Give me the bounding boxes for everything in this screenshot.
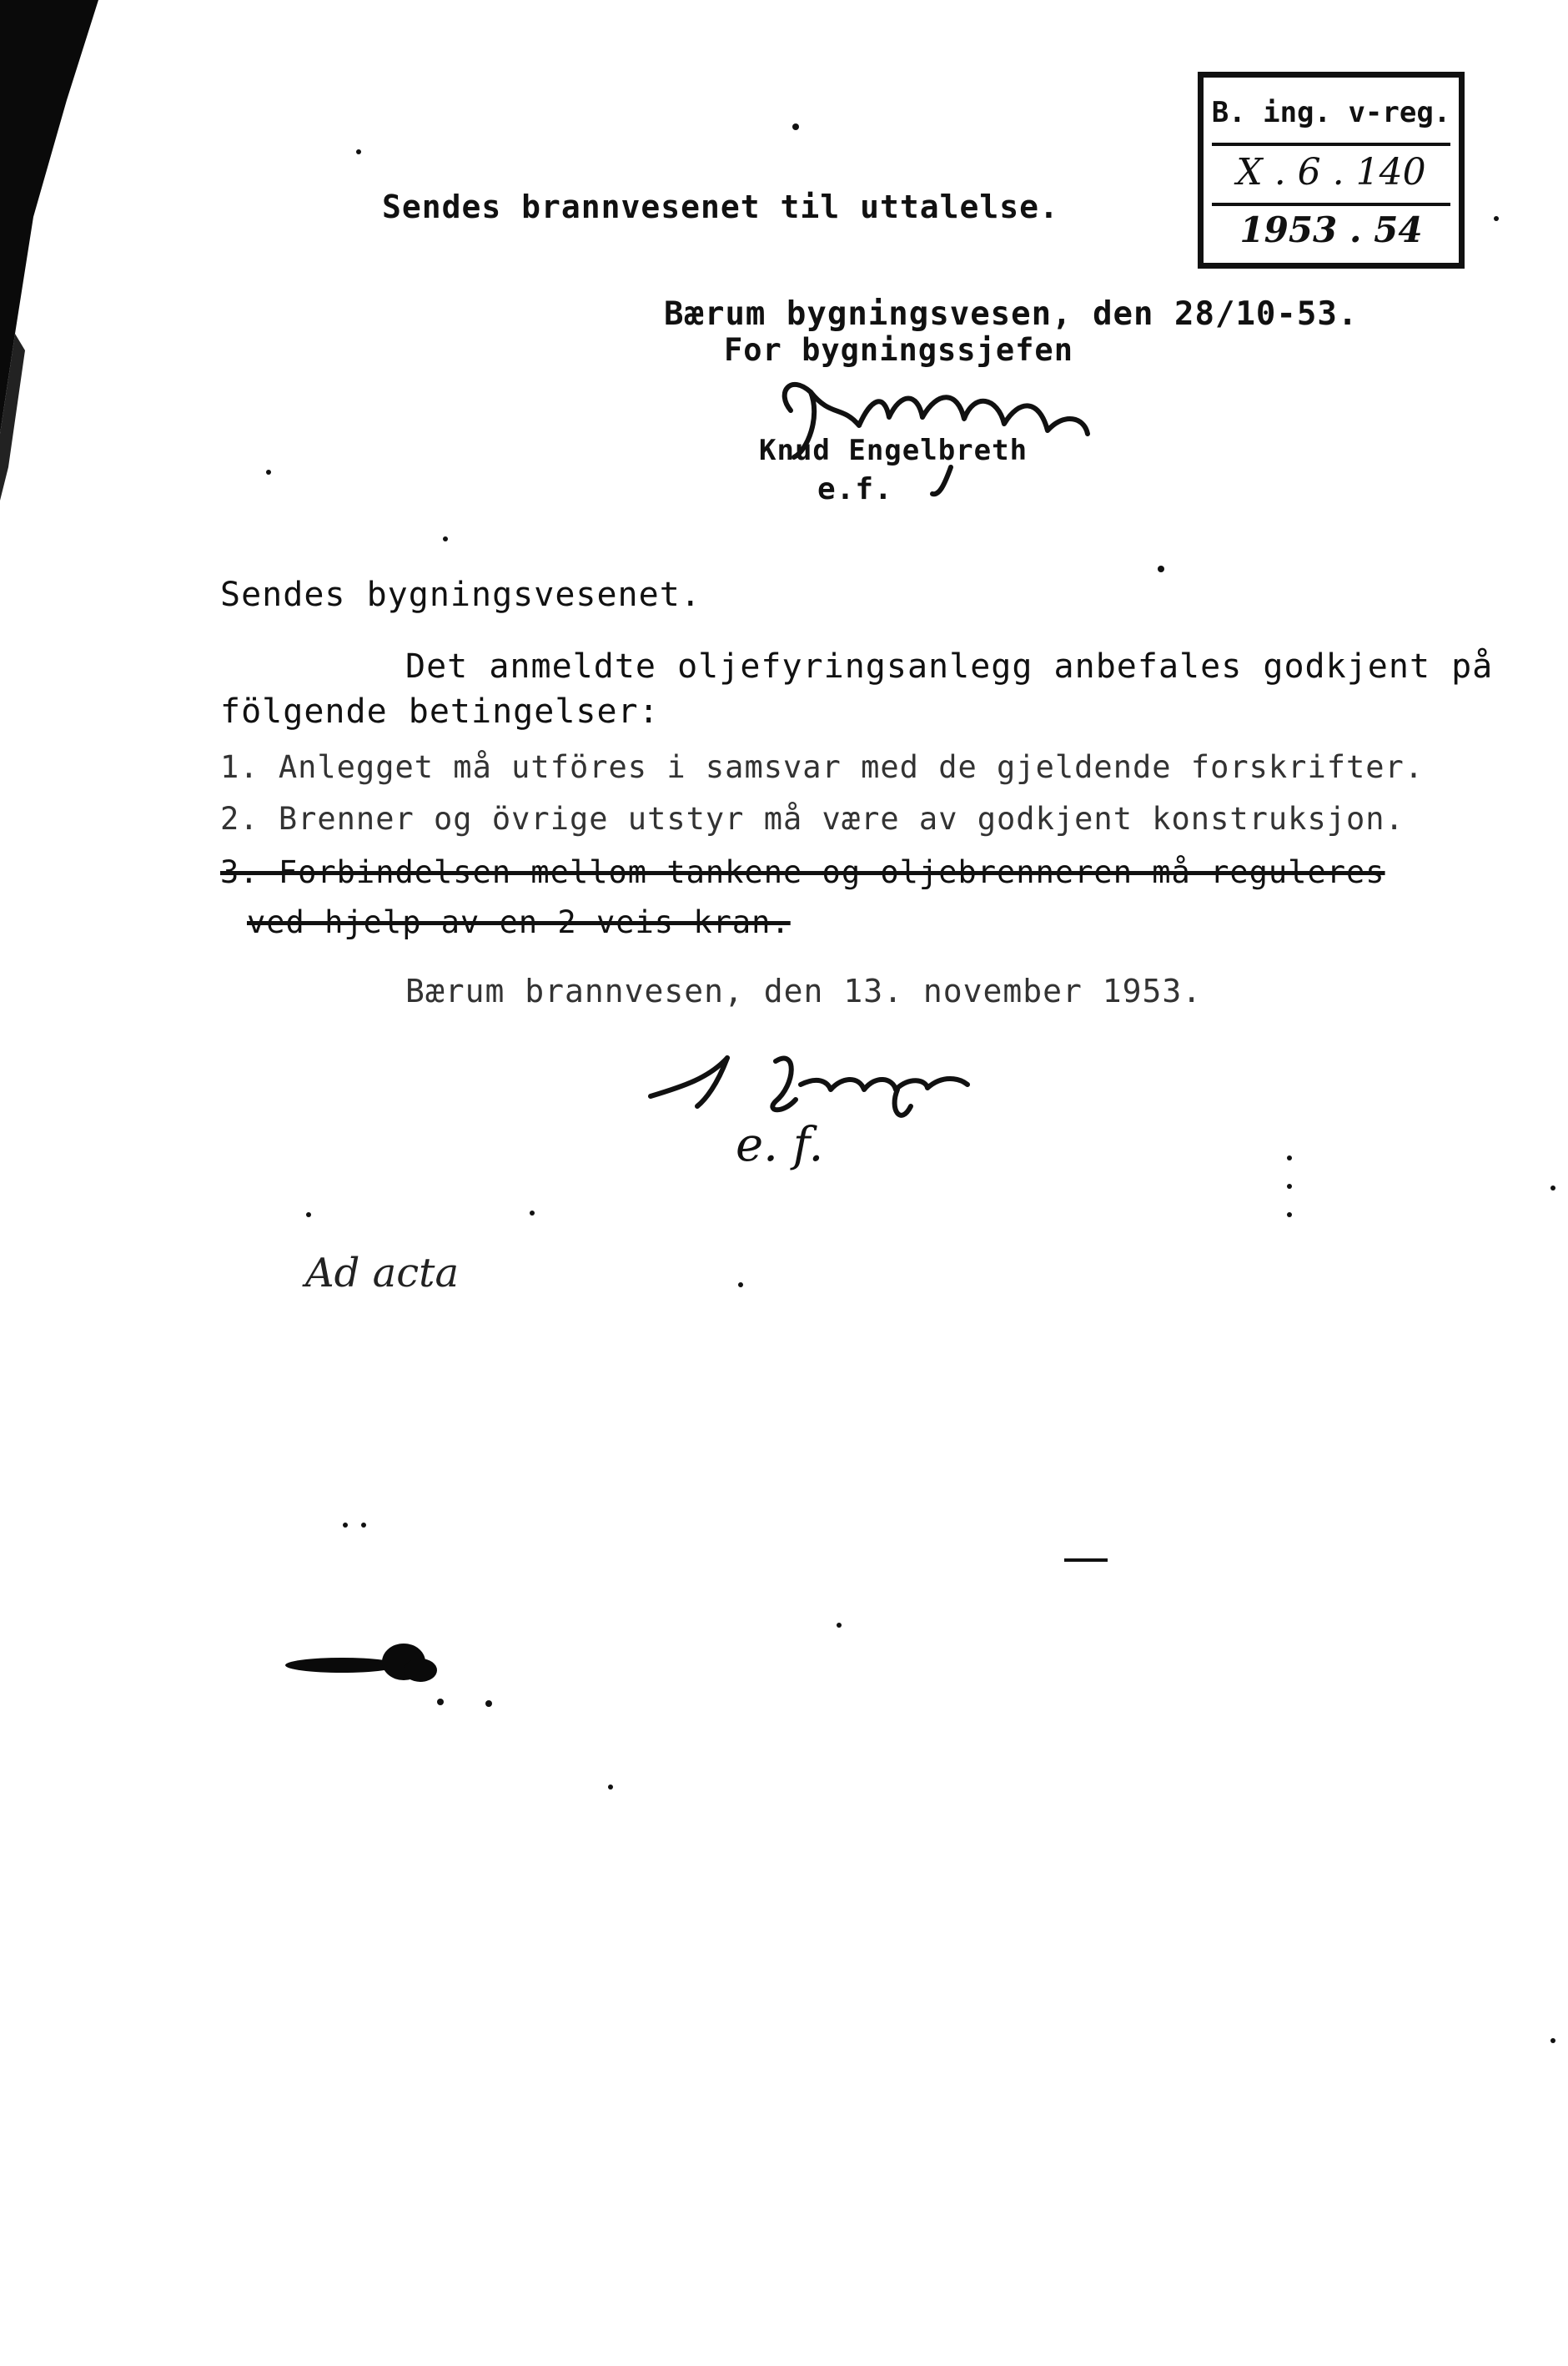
fire-chief-signature xyxy=(651,1058,967,1115)
for-building-chief: For bygningssjefen xyxy=(724,332,1073,368)
intro-line-1: Det anmeldte oljefyringsanlegg anbefales godkjent på xyxy=(405,647,1494,686)
signatory-name: Knud Engelbreth xyxy=(759,434,1028,467)
referral-heading: Sendes brannvesenet til uttalelse. xyxy=(382,189,1059,225)
margin-note: Ad acta xyxy=(305,1250,460,1296)
stamp-title: B. ing. v-reg. xyxy=(1211,96,1451,129)
send-to-line: Sendes bygningsvesenet. xyxy=(220,576,701,614)
condition-1: 1. Anlegget må utföres i samsvar med de gjeldende forskrifter. xyxy=(220,749,1425,785)
fire-dept-suffix: e. f. xyxy=(736,1118,824,1172)
fire-dept-date: Bærum brannvesen, den 13. november 1953. xyxy=(405,973,1203,1009)
ink-blot xyxy=(285,1644,437,1682)
stamp-year: 1953 . 54 xyxy=(1239,209,1423,250)
building-chief-signature xyxy=(785,385,1088,494)
condition-2: 2. Brenner og övrige utstyr må være av godkjent konstruksjon. xyxy=(220,801,1405,837)
struck-condition-3-line-1: 3. Forbindelsen mellom tankene og oljebrenneren må reguleres xyxy=(220,854,1385,890)
intro-line-2: fölgende betingelser: xyxy=(220,692,660,731)
stamp-number: X . 6 . 140 xyxy=(1236,151,1426,194)
building-office-date: Bærum bygningsvesen, den 28/10-53. xyxy=(664,295,1359,333)
signatory-suffix: e.f. xyxy=(817,472,893,506)
struck-condition-3-line-2: ved hjelp av en 2-veis kran. xyxy=(247,904,791,940)
